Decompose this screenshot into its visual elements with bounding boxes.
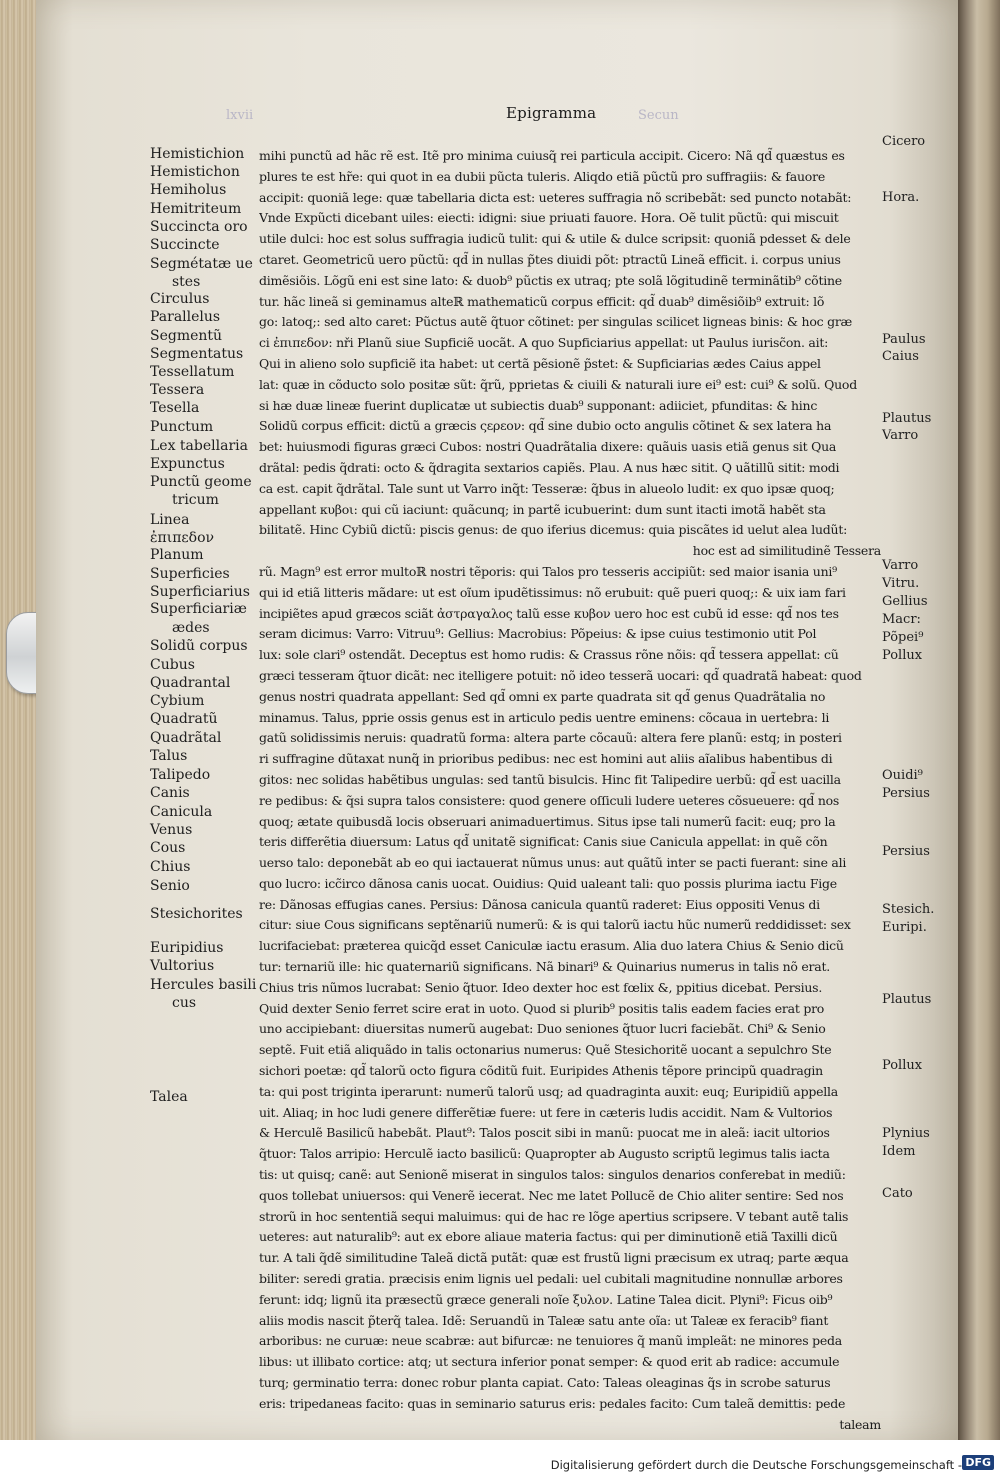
text-line: bet: huiusmodi figuras græci Cubos: nostri Quadrãtalia dixere: quãuis uasis etiã genus sit Qua (259, 439, 837, 455)
text-line: ueteres: aut naturalib⁹: aut ex ebore aliaue materia factus: qui per diminutionẽ etiã Taxilli dicũ (259, 1229, 838, 1245)
right-margin-note: Persius (882, 844, 930, 859)
show-through-text: Secun (638, 108, 679, 123)
text-line: lat: quæ in cõducto solo positæ sũt: q̃rũ, pprietas & ciuili & naturali iure ei⁹ est: cui⁹ & solũ. Quod (259, 376, 857, 392)
left-margin-note: Senio (150, 878, 190, 894)
text-line: & Herculẽ Basilicũ habebãt. Plaut⁹: Talos poscit sibi in manũ: puocat me in aleã: iacit ultorios (259, 1125, 830, 1141)
text-line: ri suffragine dũtaxat nunq̃ in prioribus pedibus: nec est homini aut aliis aĩalibus habentibus di (259, 751, 833, 767)
text-line: lucrifaciebat: præterea quicq̃d esset Caniculæ iactu erasum. Alia duo latera Chius & Senio dicũ (259, 938, 844, 954)
left-margin-note: Circulus (150, 291, 210, 307)
left-margin-note: Cybium (150, 693, 205, 709)
left-margin-note: ædes (172, 620, 210, 636)
dfg-logo: DFG (962, 1455, 994, 1470)
text-line: ci ἐπιπεδον: nři Planũ siue Supficiẽ uocãt. A quo Supficiarius appellat: ut Paulus iurisc̃on. ait: (259, 335, 829, 351)
main-text-block (259, 146, 881, 1435)
text-line: incipiẽtes apud græcos sciãt ἀστραγαλος talũ esse κυβον uero hoc est cubũ id esse: qd̃ nos tes (259, 605, 839, 621)
left-margin-note: Stesichorites (150, 906, 243, 922)
left-margin-note: Lex tabellaria (150, 438, 248, 454)
text-line: ca est. capit q̃drãtal. Tale sunt ut Varro inq̃t: Tesseræ: q̃bus in alueolo ludit: ex quo ipsæ quoq; (259, 480, 835, 496)
text-line: tur: ternariũ ille: hic quaternariũ significans. Nã binari⁹ & Quinarius numerus in talis nõ erat. (259, 959, 830, 975)
right-margin-note: Hora. (882, 190, 920, 205)
show-through-folio: lxvii (226, 108, 254, 123)
right-margin-note: Plautus (882, 411, 932, 426)
text-line: eris: tripedaneas facito: quas in seminario saturus eris: pedales facito: Cum taleã demittis: pede (259, 1395, 846, 1411)
text-line: strorũ in hoc sententiã sequi maluimus: qui de hac re lõge apertius scripsere. V tebant autẽ talis (259, 1208, 849, 1224)
left-margin-note: Quadratũ (150, 711, 218, 727)
right-margin-note: Idem (882, 1144, 916, 1159)
text-line: citur: siue Cous significans septẽnariũ numerũ: & is qui talorũ iactu hũc numerũ reddidisset: sex (259, 917, 851, 933)
right-margin-note: Põpei⁹ (882, 630, 924, 645)
left-margin-note: ἐπιπεδον (150, 530, 215, 546)
left-margin-note: Quadrãtal (150, 730, 222, 746)
left-margin-note: Punctũ geome (150, 474, 252, 490)
text-line: qui id etiã litteris mãdare: ut est oĩum ipudẽtissimus: nõ erubuit: quẽ pueri quoq;: & uix iam fari (259, 584, 846, 600)
text-line: sichori poetæ: qd̃ talorũ octo figura cõditũ fuit. Euripides Athenis tẽpore principũ quadragin (259, 1063, 823, 1079)
left-margin-note: Hercules basili (150, 977, 257, 993)
left-margin-note: Linea (150, 512, 190, 528)
text-line: seram dicimus: Varro: Vitruu⁹: Gellius: Macrobius: Põpeius: & ipse cuius testimonio utit Pol (259, 626, 817, 642)
text-line: tur. A tali q̃dẽ similitudine Taleã dictã putãt: quæ est frustũ ligni præcisum ex utraq; parte æqua (259, 1250, 849, 1266)
left-margin-note: Hemiholus (150, 182, 227, 198)
text-line: plures te est hr̃e: qui quot in ea dubii pũcta tuleris. Aliqdo etiã pũctũ pro suffragiis: & fauore (259, 168, 825, 184)
text-line: ctaret. Geometricũ uero pũctũ: qd̃ in nullas p̃tes diuidi põt: ptractũ Lineã efficit. i. corpus unius (259, 251, 841, 267)
right-margin-note: Varro (882, 558, 919, 573)
right-margin-note: Macr: (882, 612, 921, 627)
left-margin-note: Tessera (150, 382, 205, 398)
right-margin-note: Vitru. (882, 576, 920, 591)
text-line: tur. hãc lineã si geminamus alteℝ mathematicũ corpus efficit: qd̃ duab⁹ dimẽsiõib⁹ extruit: lõ (259, 293, 825, 309)
left-margin-note: Talipedo (150, 767, 211, 783)
text-line: appellant κυβοι: qui cũ iaciunt: quãcunq; in partẽ icubuerint: dum sunt itacti imotã habẽt sta (259, 501, 826, 517)
text-line: turq; germinatio terra: donec robur planta capiat. Cato: Taleas oleaginas q̃s in scrobe saturus (259, 1375, 831, 1391)
text-line: rũ. Magn⁹ est error multoℝ nostri tẽporis: qui Talos pro tesseris accipiũt: sed maior isania uni⁹ (259, 563, 837, 579)
text-line: q̃tuor: Talos arripio: Herculẽ iacto basilicũ: Quapropter ab Augusto scriptũ legimus talis iacta (259, 1146, 830, 1162)
text-line: re: Dãnosas effugias canes. Persius: Dãnosa canicula quantũ raderet: Eius oppositi Venus di (259, 896, 820, 912)
running-head: Epigramma (506, 104, 597, 122)
left-margin-note: Chius (150, 859, 191, 875)
text-line: Vnde Expũcti dicebant uiles: eiecti: idigni: siue priuati fauore. Hora. Oẽ tulit pũctũ: qui miscuit (259, 210, 839, 226)
right-margin-note: Stesich. (882, 902, 935, 917)
left-margin-note: Punctum (150, 419, 214, 435)
text-line: Quid dexter Senio ferret scire erat in uoto. Quod si plurib⁹ positis talis eadem facies erat pro (259, 1000, 825, 1016)
left-margin-note: Venus (150, 822, 193, 838)
left-margin-note: Talus (150, 748, 188, 764)
left-margin-note: tricum (172, 492, 219, 508)
text-line: quo lucro: icc̃irco dãnosa canis uocat. Ouidius: Quid ualeant tali: quo possis plurima iactu Fige (259, 875, 837, 891)
right-margin-note: Ouidi⁹ (882, 768, 923, 783)
text-line: lux: sole clari⁹ ostendãt. Deceptus est homo rudis: & Crassus rõne nõis: qd̃ tessera appellat: cũ (259, 647, 839, 663)
right-margin-note: Pollux (882, 1058, 923, 1073)
left-margin-note: Planum (150, 547, 204, 563)
left-margin-note: Succincta oro (150, 219, 248, 235)
left-margin-note: Tesella (150, 400, 200, 416)
left-margin-note: Canicula (150, 804, 213, 820)
right-margin-note: Euripi. (882, 920, 927, 935)
text-line: drãtal: pedis q̃drati: octo & q̃dragita sextarios capiẽs. Plau. A nus hæc sitit. Q uãtillũ sitit: modi (259, 459, 840, 475)
text-line: tis: ut quisq; canẽ: aut Senionẽ miserat in singulos talos: singulos denarios conferebat in mediũ: (259, 1167, 846, 1183)
text-line: minamus. Talus, pprie ossis genus est in articulo pedis uentre eminens: cõcaua in uertebra: li (259, 709, 830, 725)
left-margin-note: Segmentatus (150, 346, 244, 362)
left-margin-note: Parallelus (150, 309, 221, 325)
right-margin-note: Pollux (882, 648, 923, 663)
text-line: uno accipiebant: diuersitas numerũ augebat: Duo seniones q̃tuor lucri faciebãt. Chi⁹ & Senio (259, 1021, 826, 1037)
footer-credit: Digitalisierung gefördert durch die Deutsche Forschungsgemeinschaft - (550, 1458, 962, 1472)
left-margin-note: Cubus (150, 657, 195, 673)
text-line: libus: ut illibato cortice: atq; ut sectura inferior ponat semper: & quod erit ab radice: accumule (259, 1354, 840, 1370)
left-margin-note: Tessellatum (150, 364, 235, 380)
right-margin-note: Caius (882, 349, 919, 364)
text-line: biliter: seredi gratia. præcisis enim lignis uel pedali: uel cubitali magnitudine nonnullæ arbores (259, 1271, 843, 1287)
text-line: utile dulci: hoc est solus suffragia iudicũ tulit: qui & utile & dulce scripsit: quoniã pdesset & dele (259, 231, 851, 247)
text-line: genus nostri quadrata appellant: Sed qd̃ omni ex parte quadrata sit qd̃ genus Quadrãtalia no (259, 688, 826, 704)
text-line: ferunt: idq; lignũ ita præsectũ græce generali noĩe ξυλον. Latine Talea dicit. Plyni⁹: Ficus oib⁹ (259, 1291, 833, 1307)
left-margin-note: Quadrantal (150, 675, 231, 691)
text-line: hoc est ad similitudinẽ Tessera (692, 543, 881, 559)
text-line: gitos: nec solidas habẽtibus ungulas: sed tantũ bisulcis. Hinc fit Talipedire uerbũ: qd̃ est uacilla (259, 771, 841, 787)
text-line: arboribus: ne curuæ: neue scabræ: aut bifurcæ: ne tenuiores q̃ manũ impleãt: ne minores peda (259, 1333, 842, 1349)
text-line: septẽ. Fuit etiã aliquãdo in talis octonarius numerus: Quẽ Stesichoritẽ uocant a sepulchro Ste (259, 1042, 832, 1058)
text-line: quoq; ætate quibusdã locis obseruari animaduertimus. Situs ipse tali numerũ facit: euq; pro la (259, 813, 836, 829)
text-line: re pedibus: & q̃si supra talos consistere: quod genere oſſiculi ludere ueteres cõsueuere: qd̃ nos (259, 792, 840, 808)
text-line: si hæ duæ lineæ fuerint duplicatæ ut subiectis duab⁹ supponant: adiiciet, pfunditas: & hinc (259, 397, 818, 413)
left-margin-note: Canis (150, 785, 190, 801)
right-margin-note: Cato (882, 1186, 913, 1201)
left-margin-note: Superficiariæ (150, 601, 247, 617)
left-margin-note: Talea (150, 1089, 188, 1105)
right-margin-note: Varro (882, 428, 919, 443)
text-line: dimẽsiõis. Lõgũ eni est sine lato: & duob⁹ pũctis ex utraq; pte solã lõgitudinẽ terminãtib⁹ cõtine (259, 272, 842, 288)
right-margin-note: Gellius (882, 594, 928, 609)
text-line: teris differẽtia diuersum: Latus qd̃ unitatẽ significat: Canis siue Canicula appellat: in quẽ cõn (259, 834, 828, 850)
left-margin-note: cus (172, 995, 197, 1011)
text-line: go: latoq;: sed alto caret: Pũctus autẽ q̃tuor cõtinet: per singulas scilicet ligneas binis: & hoc græ (259, 314, 853, 330)
left-margin-note: stes (172, 274, 201, 290)
book-gutter (958, 0, 1000, 1440)
right-margin-note: Plynius (882, 1126, 930, 1141)
left-margin-note: Superficiarius (150, 584, 250, 600)
left-margin-note: Expunctus (150, 456, 225, 472)
left-margin-note: Hemistichon (150, 164, 240, 180)
text-line: uit. Aliaq; in hoc ludi genere differẽtiæ fuere: ut fere in cæteris ludis accidit. Nam & Vultorios (259, 1104, 833, 1120)
left-margin-note: Euripidius (150, 940, 224, 956)
text-line: accipit: quoniã lege: quæ tabellaria dicta est: ueteres suffragia nõ scribebãt: sed puncto notabãt: (259, 189, 852, 205)
right-margin-note: Paulus (882, 332, 926, 347)
right-margin-note: Persius (882, 786, 930, 801)
text-line: gatũ solidissimis neruis: quadratũ forma: altera parte cõcauũ: altera fere planũ: estq; in posteri (259, 730, 842, 746)
text-line: bilitatẽ. Hinc Cybiũ dictũ: piscis genus: de quo iferius dicemus: quia piscãtes id uelut alea ludũt: (259, 522, 848, 538)
text-line: aliis modis nascit p̃terq̃ talea. Idẽ: Seruandũ in Taleæ satu ante oĩa: ut Taleæ ex feracib⁹ fiant (259, 1312, 829, 1328)
right-margin-note: Cicero (882, 134, 926, 149)
left-margin-note: Hemistichion (150, 146, 245, 162)
left-margin-note: Superficies (150, 566, 230, 582)
left-margin-note: Vultorius (150, 958, 215, 974)
left-margin-note: Solidũ corpus (150, 638, 248, 654)
text-line: Chius tris nũmos lucrabat: Senio q̃tuor. Ideo dexter hoc est fœlix &, ppitius dicebat. Persius. (259, 979, 823, 995)
text-line: quos tollebat uniuersos: qui Venerẽ iecerat. Nec me latet Pollucẽ de Chio aliter sentire: Sed nos (259, 1187, 844, 1203)
text-line: ta: qui post triginta iperarunt: numerũ talorũ usq; ad quadraginta auxit: euq; Euripidiũ appella (259, 1083, 838, 1099)
text-line: uerso talo: deponebãt ab eo qui iactauerat nũmus unus: aut quãtũ inter se pacti fuerant: sine ali (259, 855, 847, 871)
text-line: mihi punctũ ad hãc rẽ est. Itẽ pro minima cuiusq̃ rei particula accipit. Cicero: Nã qd̃ quæstus es (259, 148, 845, 163)
text-line: Solidũ corpus efficit: dictũ a græcis ςερεον: qd̃ sine dubio octo angulis cõtinet & sex latera ha (259, 418, 832, 434)
text-line: Qui in alieno solo supficiẽ ita habet: ut certã pẽsionẽ p̃stet: & Supficiarias ædes Caius appel (259, 355, 821, 371)
left-margin-note: Succincte (150, 237, 220, 253)
text-line: græci tesseram q̃tuor dicãt: nec itelligere potuit: nõ ideo tesserã uocari: qd̃ quadratã habeat: quod (259, 667, 862, 683)
right-margin-note: Plautus (882, 992, 932, 1007)
left-margin-note: Segmentũ (150, 328, 223, 344)
left-margin-note: Cous (150, 840, 186, 856)
text-line: taleam (839, 1416, 881, 1432)
left-margin-note: Segmétatæ ue (150, 256, 253, 272)
left-margin-note: Hemitriteum (150, 201, 242, 217)
